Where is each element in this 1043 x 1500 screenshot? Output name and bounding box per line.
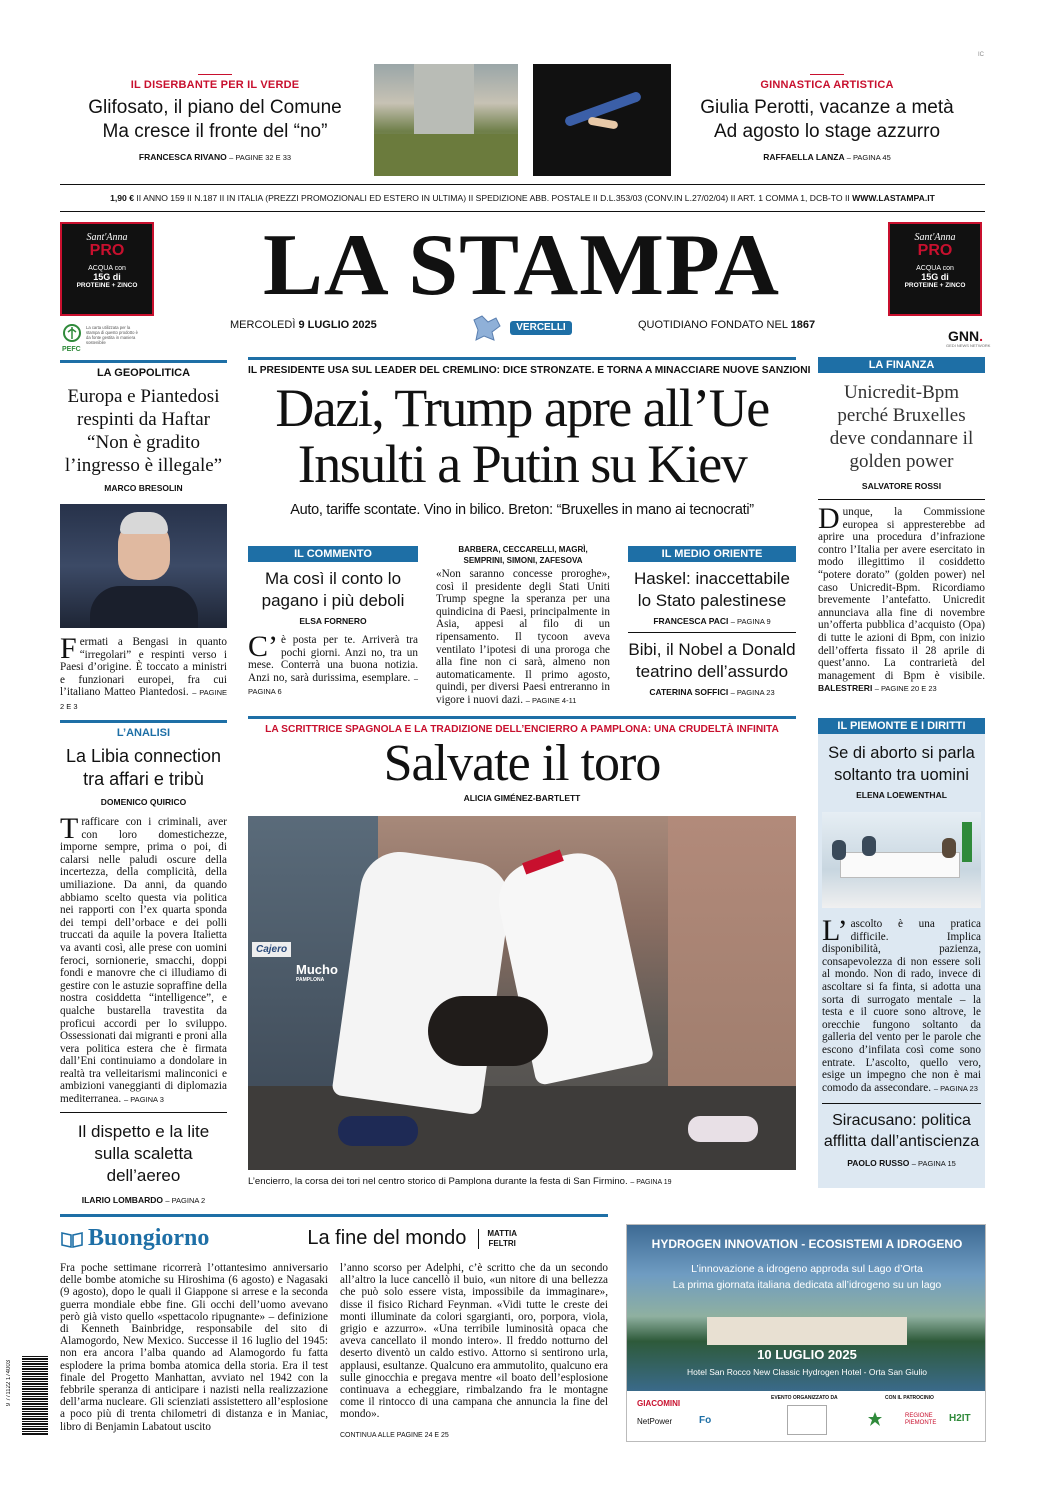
weeds-photo [374, 64, 518, 176]
main-overline: IL PRESIDENTE USA SUL LEADER DEL CREMLINO: DICE STRONZATE. E TORNA A MINACCIARE NUOVE SANZIONI [248, 365, 811, 376]
geo-title: Europa e Piantedosi respinti da Haftar “Non è gradito l’ingresso è illegale” [64, 386, 223, 476]
teaser-right-title: Giulia Perotti, vacanze a metà Ad agosto lo stage azzurro [700, 97, 954, 142]
commento-author: ELSA FORNERO [299, 616, 367, 626]
gnn-logo: GNN. [948, 328, 984, 344]
star-icon [867, 1411, 883, 1427]
commento-section: IL COMMENTO [248, 546, 418, 562]
book-icon [60, 1229, 84, 1249]
medio-article[interactable]: IL MEDIO ORIENTE Haskel: inaccettabile lo Stato palestinese FRANCESCA PACI – PAGINA 9 Bibi, il Nobel a Donald teatrino dell’assurdo CATERINA SOFFICI – PAGINA 23 [628, 548, 796, 697]
finanza-body: Dunque, la Commissione europea si appresterebbe ad aprire una procedura d’infrazione contro l’Italia per avere esercitato in modo illegittimo il cosiddetto “potere dorato” (golden power) nel caso Unicredit-Bpm. Ricordiamo brevemente l’antefatto. Unicredit annunciava alla fine di novembre un’offerta pubblica d’acquisto (Opa) di tutte le azioni di Bpm, con inizio dell’offerta fissato il 28 aprile di quest’anno. La contrarietà del management di Bpm è visibile. BALESTRERI – PAGINE 20 E 23 [818, 502, 985, 694]
dispetto-author: ILARIO LOMBARDO [81, 1195, 163, 1205]
teaser-right-kicker: GINNASTICA ARTISTICA [760, 79, 894, 91]
teaser-left-title: Glifosato, il piano del Comune Ma cresce il fronte del “no” [88, 97, 342, 142]
main-subhead: Auto, tariffe scontate. Vino in bilico. Breton: “Bruxelles in mano ai tecnocrati” [290, 502, 754, 518]
commento-body: C’è posta per te. Arriverà tra pochi giorni. Anzi no, tra un mese. Conterrà una buona notizia. Anzi no, sarà durissima, esemplare. – PAGINA 6 [248, 630, 419, 697]
piemonte-title: Se di aborto si parla soltanto tra uomini [828, 744, 975, 784]
piemonte-section: IL PIEMONTE E I DIRITTI [818, 718, 985, 734]
price-line: 1,90 € II ANNO 159 II N.187 II IN ITALIA (PREZZI PROMOZIONALI ED ESTERO IN ULTIMA) II SPEDIZIONE ABB. POSTALE II D.L.353/03 (CONV.IN L.27/02/04) II ART. 1 COMMA 1, DCB-TO II WWW.LASTAMPA.IT [60, 184, 985, 212]
teaser-right[interactable]: GINNASTICA ARTISTICA Giulia Perotti, vacanze a metà Ad agosto lo stage azzurro RAFFAELLA LANZA – PAGINA 45 [672, 74, 982, 162]
toro-headline: Salvate il toro [383, 735, 661, 792]
piantedosi-photo [60, 504, 227, 628]
teaser-left-kicker: IL DISERBANTE PER IL VERDE [130, 79, 300, 91]
piemonte-panel[interactable]: IL PIEMONTE E I DIRITTI Se di aborto si parla soltanto tra uomini ELENA LOEWENTHAL L’ascolto è una pratica difficile. Implica disponibilità, pazienza, consapevolezza di non essere soli al mondo. Non di rado, invece di ascoltare si fa finta, si adotta una sorta di surrogato mentale – la testa e il cuore sono altrove, le orecchie fungono soltanto da galleria del vento per le parole che escono d’infilata così come sono entrate. L’ascolto, quello vero, esige un impegno che non è mai comodo da assecondare. – PAGINA 23 Siracusano: politica afflitta dall’antiscienza PAOLO RUSSO – PAGINA 15 [818, 718, 985, 1188]
teaser-left-author: FRANCESCA RIVANO [138, 152, 227, 162]
encierro-photo [248, 816, 796, 1170]
toro-author: ALICIA GIMÉNEZ-BARTLETT [463, 793, 581, 803]
barcode-digits: 9 771122 174003 [6, 1360, 12, 1407]
hydrogen-date: 10 LUGLIO 2025 [757, 1347, 857, 1362]
piemonte-author: ELENA LOEWENTHAL [856, 790, 947, 800]
meeting-photo [822, 812, 981, 908]
buongiorno-section[interactable] [60, 1214, 608, 1252]
commento-article[interactable] [248, 546, 418, 699]
toro-article[interactable] [248, 716, 796, 803]
dispetto-title: Il dispetto e la lite sulla scaletta dell’aereo [77, 1122, 210, 1185]
analisi-section: L’ANALISI [60, 720, 227, 739]
logo-netpower: NetPower [637, 1417, 673, 1426]
analisi-article[interactable] [60, 720, 227, 807]
geo-author: MARCO BRESOLIN [104, 483, 183, 493]
hydrogen-line1: L’innovazione a idrogeno approda sul Lago d’Orta [691, 1263, 923, 1275]
mucho-sign: Mucho PAMPLONA [296, 962, 338, 983]
analisi-body: Trafficare con i criminali, aver con loro domestichezze, imporne sempre, prima o poi, di calarsi nelle paludi oscure della incertezza, della complicità, della umiliazione. Da anni, da quando abbiamo scelto questa via politica nei rapporti con l’ex quarta sponda dei tempi dell’orbace e dei polli truccati da aquile la povera Italietta va avanti così, alle prese con uomini feroci, sornionerie, smacchi, doppi fondi e manovre che ci illudiamo di gestire con le astuzie sopraffine della nostra cosiddetta “intelligence”, e qualche bustarella travestita da proficui accordi per lo sviluppo. Ossessionati dai migranti e proni alla vera politica estera che è firmata dall’Eni continuiamo a dondolare in realtà tra velleitarismi malinconici e ambizioni vaneggianti di diplomazia mediterranea. – PAGINA 3 [60, 812, 227, 1106]
encierro-caption: L’encierro, la corsa dei tori nel centro storico di Pamplona durante la festa di San Firmino. – PAGINA 19 [248, 1176, 672, 1187]
logo-h2it: H2IT [949, 1413, 971, 1424]
organizer-logo [787, 1405, 827, 1435]
medio-section: IL MEDIO ORIENTE [628, 546, 796, 562]
hydrogen-line2: La prima giornata italiana dedicata all’idrogeno su un lago [672, 1279, 942, 1291]
barcode [22, 1356, 48, 1436]
dazi-authors: BARBERA, CECCARELLI, MAGRÌ, SEMPRINI, SIMONI, ZAFESOVA [458, 545, 588, 565]
analisi-title: La Libia connection tra affari e tribù [65, 746, 222, 789]
pefc-note: La carta utilizzata per la stampa di questo prodotto è da fonte gestita in maniera sostenibile [86, 325, 138, 345]
main-headline: Dazi, Trump apre all’Ue Insulti a Putin su Kiev [275, 378, 769, 494]
edition-badge: VERCELLI [510, 321, 572, 335]
ad-pro-right[interactable]: Sant'Anna PRO ACQUA con 15G di PROTEINE + ZINCO [888, 222, 982, 316]
ad-pro-left[interactable]: Sant'Anna PRO ACQUA con 15G di PROTEINE + ZINCO [60, 222, 154, 316]
buongiorno-col1: Fra poche settimane ricorrerà l’ottantesimo anniversario delle bombe atomiche su Hiroshima (6 agosto) e Nagasaki (9 agosto), dopo le quali il Giappone si arrese e la seconda guerra mondiale ebbe fine. Gli occhi dell’uomo avevano però già visto quello «spettacolo ripugnante» – definizione di Kenneth Bainbridge, responsabile del sito di Alamogordo, New Mexico. Successe il 16 luglio del 1945: non era ancora l’alba quando ad Alamogordo fu fatta esplodere la prima bomba atomica della storia. Era il test finale del Progetto Manhattan, avviato nel 1942 con la febbrile speranza di anticipare i nazisti nella realizzazione dell’arma nucleare. Gli scienziati assistettero all’esplosione a poco più di trenta chilometri di distanza e in Maniac, libro di Benjamin Labatout uscito [60, 1262, 328, 1433]
buongiorno-author: MATTIA FELTRI [478, 1229, 517, 1249]
medio-title2: Bibi, il Nobel a Donald teatrino dell’assurdo [628, 640, 796, 681]
hydrogen-venue: Hotel San Rocco New Classic Hydrogen Hotel - Orta San Giulio [687, 1367, 927, 1377]
pefc-icon [62, 324, 82, 346]
geo-section: LA GEOPOLITICA [60, 360, 227, 379]
finanza-article[interactable] [818, 357, 985, 696]
masthead-date: MERCOLEDÌ 9 LUGLIO 2025 [230, 319, 377, 331]
buongiorno-col2: l’anno scorso per Adelphi, c’è scritto che da un secondo all’altro la luce cancellò il buio, «un nitore di una bellezza che può solo essere vista, impossibile da immaginare», disse il fisico Richard Feynman. «Vidi tutte le creste dei monti illuminate da colori sgargianti, oro, porpora, viola, grigio e azzurro». «Una terribile luminosità opaca che aveva cancellato il mondo intero». Il freddo notturno del deserto diventò un caldo estivo. Attorno si sentirono urla, applausi, esultanze. Qualcuno era ammutolito, qualcuno era sulle ginocchia e pregava mentre «il boato dell’esplosione continuava a echeggiare, rimbalzando fra le montagne come il rintocco di una campana che annuncia la fine del mondo». [340, 1262, 608, 1421]
dispetto-article[interactable]: Il dispetto e la lite sulla scaletta dell’aereo ILARIO LOMBARDO – PAGINA 2 [60, 1112, 227, 1205]
analisi-author: DOMENICO QUIRICO [100, 797, 187, 807]
toro-overline: LA SCRITTRICE SPAGNOLA E LA TRADIZIONE DELL’ENCIERRO A PAMPLONA: UNA CRUDELTÀ INFINITA [265, 724, 779, 735]
buongiorno-title: La fine del mondo [307, 1227, 467, 1249]
hydrogen-ad[interactable]: HYDROGEN INNOVATION - ECOSISTEMI A IDROGENO L’innovazione a idrogeno approda sul Lago d’Orta La prima giornata italiana dedicata all’idrogeno su un lago 10 LUGLIO 2025 Hotel San Rocco New Classic Hydrogen Hotel - Orta San Giulio EVENTO ORGANIZZATO DA CON IL PATROCINIO GIACOMINI NetPower Fo REGIONE PIEMONTE H2IT [626, 1224, 986, 1442]
cajero-sign: Cajero [252, 942, 291, 957]
masthead-founded: QUOTIDIANO FONDATO NEL 1867 [638, 319, 816, 331]
finanza-author: SALVATORE ROSSI [861, 481, 942, 491]
logo-giacomini: GIACOMINI [637, 1399, 681, 1408]
pefc-label: PEFC [62, 346, 81, 353]
geo-article[interactable] [60, 360, 227, 493]
main-story[interactable] [248, 357, 811, 518]
buongiorno-label: Buongiorno [88, 1225, 210, 1251]
dazi-article[interactable] [436, 544, 610, 708]
gymnast-photo [533, 64, 671, 176]
vercelli-crest-icon [470, 312, 504, 342]
commento-title: Ma così il conto lo pagano i più deboli [261, 569, 405, 610]
gnn-sub: GEDI NEWS NETWORK [946, 343, 991, 348]
piemonte-title2: Siracusano: politica afflitta dall’antiscienza [823, 1112, 980, 1151]
medio-title1: Haskel: inaccettabile lo Stato palestinese [634, 569, 790, 610]
geo-body: Fermati a Bengasi in quanto “irregolari” e respinti verso i Paesi d’origine. È toccato a ministri e funzionari europei, fra cui l’italiano Matteo Piantedosi. – PAGINE 2 E 3 [60, 632, 228, 711]
corner-mark: IC [978, 52, 984, 58]
masthead-title: LA STAMPA [262, 217, 781, 314]
hydrogen-title: HYDROGEN INNOVATION - ECOSISTEMI A IDROGENO [651, 1237, 963, 1251]
continua-label: CONTINUA ALLE PAGINE 24 E 25 [340, 1432, 449, 1439]
piemonte-body: L’ascolto è una pratica difficile. Implica disponibilità, pazienza, consapevolezza di non essere soli al mondo. Non di rado, invece di ascoltare si fa finta, si adotta una sorta di surrogato mentale – la testa e il cuore sono altrove, le orecchie fungono soltanto da galleria del vento per le parole che escono d’infilata così come sono entrate. L’ascolto, quello vero, esige un impegno che non è mai comodo da assecondare. – PAGINA 23 [822, 914, 981, 1094]
logo-fo: Fo [699, 1415, 712, 1426]
logo-regione: REGIONE PIEMONTE [905, 1413, 937, 1426]
dazi-body: «Non saranno concesse proroghe», così il presidente degli Stati Uniti Trump spegne la speranza per una quindicina di Paesi, principalmente in Asia, appesi al filo di un ripensamento. Il tycoon aveva ventilato l’ipotesi di una proroga che alla fine non ci sarà, almeno non automaticamente. Il primo agosto, quindi, per diversi Paesi entreranno in vigore i nuovi dazi. – PAGINE 4-11 [436, 568, 610, 706]
finanza-title: Unicredit-Bpm perché Bruxelles deve condannare il golden power [829, 382, 974, 472]
finanza-section: LA FINANZA [818, 357, 985, 373]
teaser-left[interactable]: IL DISERBANTE PER IL VERDE Glifosato, il piano del Comune Ma cresce il fronte del “no” FRANCESCA RIVANO – PAGINE 32 E 33 [60, 74, 370, 162]
teaser-right-author: RAFFAELLA LANZA [763, 152, 845, 162]
